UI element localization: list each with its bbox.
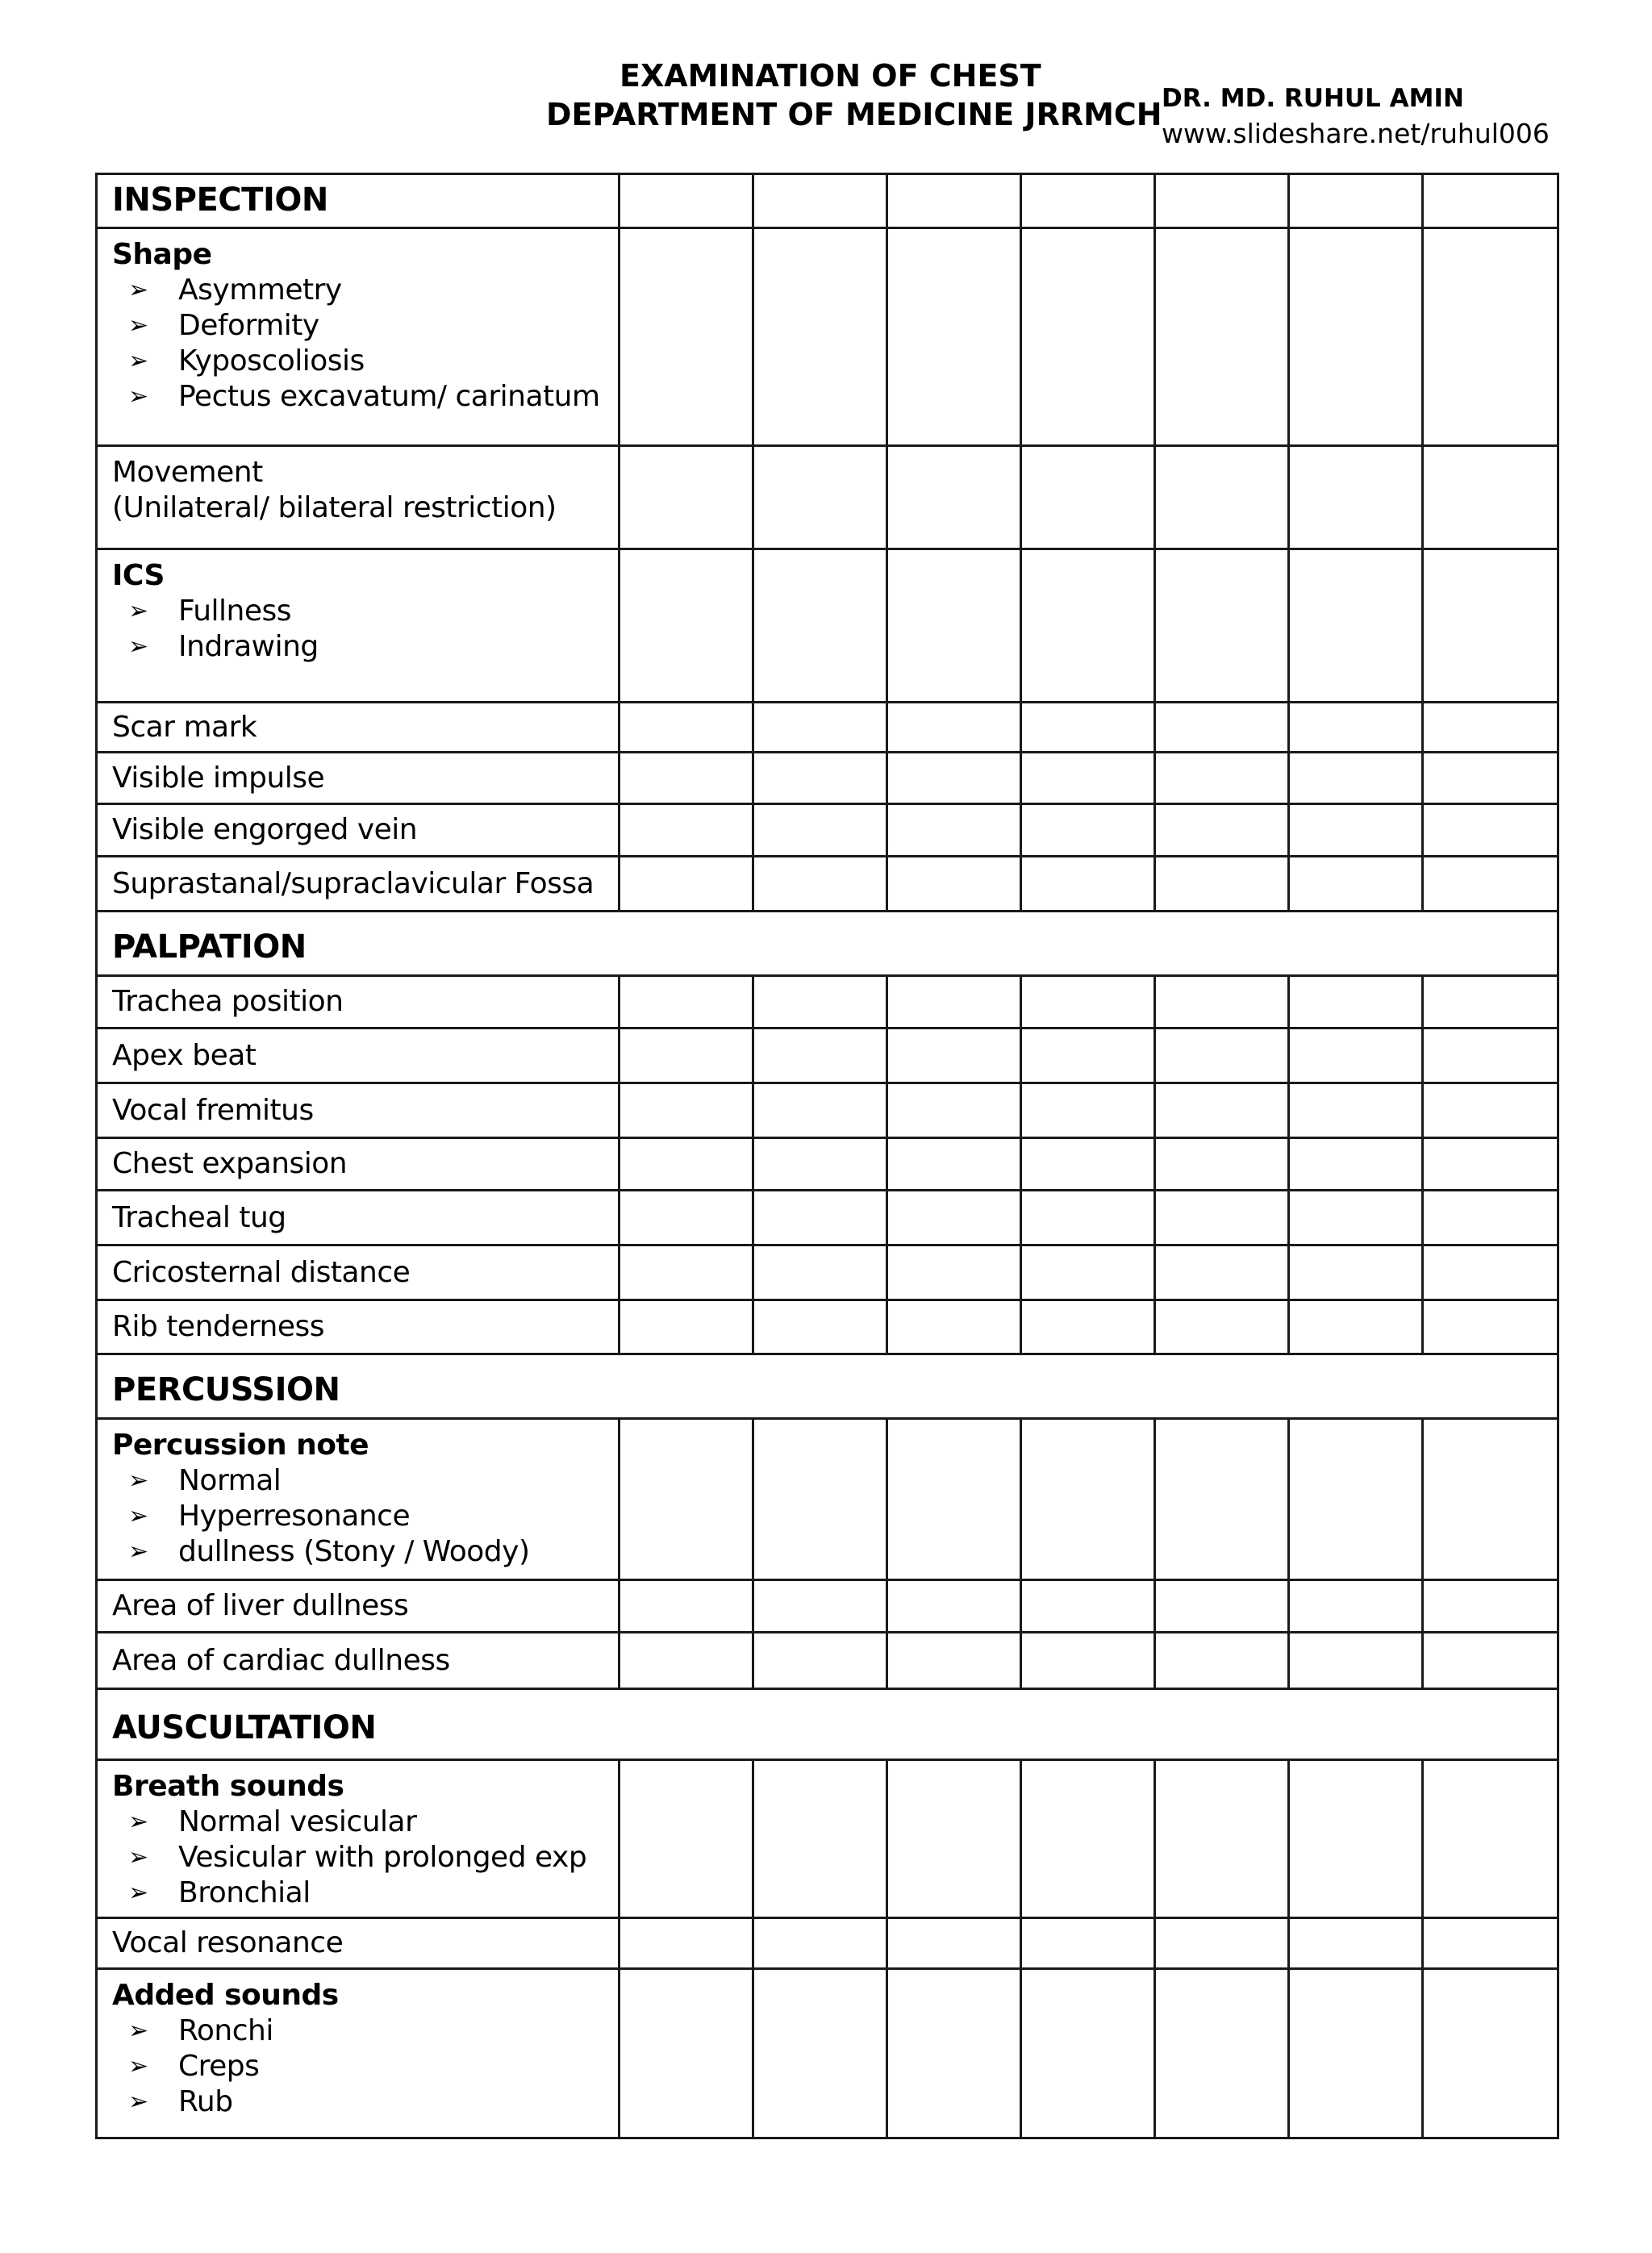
section-percussion [97, 1354, 1558, 1419]
entry-cell[interactable] [887, 228, 1021, 446]
section-auscultation [97, 1689, 1558, 1760]
entry-cell[interactable] [887, 1138, 1021, 1191]
bullet-list [112, 273, 618, 415]
arrow-bullet-icon: ➢ [128, 1843, 148, 1871]
row-label [97, 1300, 620, 1354]
entry-cell[interactable] [1021, 1138, 1155, 1191]
entry-cell[interactable] [1155, 703, 1289, 753]
entry-cell[interactable] [753, 549, 887, 703]
table-row-apex-beat [97, 1028, 1558, 1083]
entry-cell[interactable] [1155, 753, 1289, 804]
entry-cell[interactable] [1021, 446, 1155, 549]
title-line-1: EXAMINATION OF CHEST [620, 58, 1041, 94]
entry-cell[interactable] [1155, 1300, 1289, 1354]
row-label-text: Vocal fremitus [112, 1093, 314, 1127]
row-label-text: Cricosternal distance [112, 1255, 411, 1289]
entry-cell[interactable] [1423, 1138, 1558, 1191]
arrow-bullet-icon: ➢ [128, 1808, 148, 1836]
entry-cell[interactable] [1423, 1028, 1558, 1083]
entry-cell[interactable] [1021, 976, 1155, 1028]
entry-cell[interactable] [1289, 1083, 1423, 1138]
entry-cell[interactable] [1289, 1969, 1423, 2138]
entry-cell[interactable] [1289, 446, 1423, 549]
section-palpation [97, 912, 1558, 976]
bullet-item [128, 2049, 618, 2084]
entry-cell[interactable] [887, 1028, 1021, 1083]
arrow-bullet-icon: ➢ [128, 632, 148, 661]
entry-cell[interactable] [1423, 1969, 1558, 2138]
bullet-item [128, 1499, 618, 1534]
table-row-ics [97, 549, 1558, 703]
entry-cell[interactable] [1155, 1083, 1289, 1138]
arrow-bullet-icon: ➢ [128, 2052, 148, 2080]
entry-cell[interactable] [620, 174, 753, 228]
entry-cell[interactable] [1423, 703, 1558, 753]
entry-cell[interactable] [1021, 1419, 1155, 1580]
table-row-movement [97, 446, 1558, 549]
bullet-text: Ronchi [178, 2014, 273, 2047]
entry-cell[interactable] [1155, 446, 1289, 549]
entry-cell[interactable] [1289, 1580, 1423, 1633]
row-label [97, 446, 620, 549]
entry-cell[interactable] [753, 1760, 887, 1918]
entry-cell[interactable] [1289, 228, 1423, 446]
bullet-text: Normal [178, 1464, 282, 1497]
entry-cell[interactable] [620, 228, 753, 446]
entry-cell[interactable] [1155, 1245, 1289, 1300]
table-row-vocal-resonance [97, 1918, 1558, 1969]
table-row-chest-expansion [97, 1138, 1558, 1191]
entry-cell[interactable] [1021, 174, 1155, 228]
entry-cell[interactable] [753, 228, 887, 446]
row-label [97, 228, 620, 446]
entry-cell[interactable] [1423, 1580, 1558, 1633]
entry-cell[interactable] [1021, 1028, 1155, 1083]
entry-cell[interactable] [1021, 1580, 1155, 1633]
entry-cell[interactable] [1021, 804, 1155, 857]
entry-cell[interactable] [620, 703, 753, 753]
entry-cell[interactable] [1155, 1633, 1289, 1689]
entry-cell[interactable] [1155, 228, 1289, 446]
entry-cell[interactable] [753, 753, 887, 804]
table-row-auscultation [97, 1689, 1558, 1760]
entry-cell[interactable] [1021, 1191, 1155, 1245]
bullet-item [128, 1534, 618, 1570]
entry-cell[interactable] [1021, 1083, 1155, 1138]
row-label [97, 804, 620, 857]
entry-cell[interactable] [753, 1191, 887, 1245]
entry-cell[interactable] [1155, 549, 1289, 703]
entry-cell[interactable] [620, 1918, 753, 1969]
entry-cell[interactable] [887, 804, 1021, 857]
table-row-rib-tenderness [97, 1300, 1558, 1354]
entry-cell[interactable] [620, 1191, 753, 1245]
entry-cell[interactable] [620, 1969, 753, 2138]
entry-cell[interactable] [1289, 1633, 1423, 1689]
entry-cell[interactable] [620, 1633, 753, 1689]
row-label [97, 857, 620, 912]
row-label [97, 1028, 620, 1083]
entry-cell[interactable] [753, 1138, 887, 1191]
entry-cell[interactable] [620, 1300, 753, 1354]
entry-cell[interactable] [1155, 976, 1289, 1028]
entry-cell[interactable] [620, 446, 753, 549]
entry-cell[interactable] [753, 1419, 887, 1580]
row-label [97, 753, 620, 804]
entry-cell[interactable] [620, 976, 753, 1028]
table-row-liver-dullness [97, 1580, 1558, 1633]
entry-cell[interactable] [1289, 1300, 1423, 1354]
entry-cell[interactable] [887, 857, 1021, 912]
table-row-visible-vein [97, 804, 1558, 857]
row-label [97, 976, 620, 1028]
arrow-bullet-icon: ➢ [128, 382, 148, 411]
entry-cell[interactable] [1021, 1245, 1155, 1300]
entry-cell[interactable] [620, 1760, 753, 1918]
row-label-text: Suprastanal/supraclavicular Fossa [112, 866, 594, 900]
entry-cell[interactable] [887, 1300, 1021, 1354]
table-row-scar-mark [97, 703, 1558, 753]
entry-cell[interactable] [1155, 1969, 1289, 2138]
table-row-palpation [97, 912, 1558, 976]
row-subtitle: Percussion note [112, 1429, 369, 1462]
examination-table [95, 173, 1559, 2139]
entry-cell[interactable] [753, 1633, 887, 1689]
row-label-text: Apex beat [112, 1038, 257, 1072]
entry-cell[interactable] [887, 1419, 1021, 1580]
entry-cell[interactable] [887, 1245, 1021, 1300]
entry-cell[interactable] [1289, 1918, 1423, 1969]
entry-cell[interactable] [620, 753, 753, 804]
author-name: DR. MD. RUHUL AMIN [1162, 84, 1464, 113]
table-row-added-sounds [97, 1969, 1558, 2138]
row-label [97, 1245, 620, 1300]
row-label-text: Tracheal tug [112, 1200, 286, 1234]
entry-cell[interactable] [887, 703, 1021, 753]
bullet-item [128, 344, 618, 379]
row-label [97, 1969, 620, 2138]
title-line-2: DEPARTMENT OF MEDICINE JRRMCH [546, 97, 1162, 132]
entry-cell[interactable] [1155, 1580, 1289, 1633]
entry-cell[interactable] [753, 1580, 887, 1633]
entry-cell[interactable] [1289, 1245, 1423, 1300]
entry-cell[interactable] [620, 1138, 753, 1191]
entry-cell[interactable] [1289, 1191, 1423, 1245]
row-label [97, 1580, 620, 1633]
entry-cell[interactable] [753, 976, 887, 1028]
row-label-text: Chest expansion [112, 1147, 348, 1180]
entry-cell[interactable] [753, 804, 887, 857]
bullet-text: Pectus excavatum/ carinatum [178, 380, 600, 413]
bullet-list [112, 2013, 618, 2120]
row-label-text: Visible engorged vein [112, 813, 418, 846]
entry-cell[interactable] [1289, 753, 1423, 804]
entry-cell[interactable] [1423, 1918, 1558, 1969]
entry-cell[interactable] [1423, 804, 1558, 857]
row-subtitle: ICS [112, 559, 165, 592]
table-row-trachea-position [97, 976, 1558, 1028]
bullet-item [128, 308, 618, 344]
entry-cell[interactable] [1289, 174, 1423, 228]
row-label-text: Trachea position [112, 985, 344, 1018]
entry-cell[interactable] [1021, 1633, 1155, 1689]
row-subtitle: Added sounds [112, 1979, 339, 2012]
entry-cell[interactable] [887, 446, 1021, 549]
bullet-text: Fullness [178, 595, 292, 628]
entry-cell[interactable] [1155, 1760, 1289, 1918]
bullet-text: Asymmetry [178, 273, 342, 307]
bullet-list [112, 1804, 618, 1911]
entry-cell[interactable] [887, 174, 1021, 228]
arrow-bullet-icon: ➢ [128, 347, 148, 375]
arrow-bullet-icon: ➢ [128, 1502, 148, 1530]
entry-cell[interactable] [1289, 1760, 1423, 1918]
entry-cell[interactable] [1423, 446, 1558, 549]
entry-cell[interactable] [1289, 976, 1423, 1028]
entry-cell[interactable] [753, 174, 887, 228]
row-label-text: Vocal resonance [112, 1926, 344, 1959]
bullet-text: Indrawing [178, 630, 319, 663]
bullet-text: Hyperresonance [178, 1500, 411, 1533]
entry-cell[interactable] [1289, 857, 1423, 912]
row-label [97, 1138, 620, 1191]
author-block [1162, 81, 1550, 152]
entry-cell[interactable] [1155, 1028, 1289, 1083]
entry-cell[interactable] [1423, 1760, 1558, 1918]
entry-cell[interactable] [753, 1083, 887, 1138]
row-label-text: Area of liver dullness [112, 1589, 409, 1622]
row-label [97, 703, 620, 753]
arrow-bullet-icon: ➢ [128, 276, 148, 304]
bullet-item [128, 2013, 618, 2049]
entry-cell[interactable] [1423, 174, 1558, 228]
entry-cell[interactable] [1423, 753, 1558, 804]
row-label [97, 1191, 620, 1245]
row-label-text: Area of cardiac dullness [112, 1643, 450, 1677]
entry-cell[interactable] [1021, 228, 1155, 446]
author-url: www.slideshare.net/ruhul006 [1162, 118, 1550, 149]
arrow-bullet-icon: ➢ [128, 311, 148, 340]
entry-cell[interactable] [1021, 1969, 1155, 2138]
entry-cell[interactable] [620, 1419, 753, 1580]
table-row-shape [97, 228, 1558, 446]
entry-cell[interactable] [1021, 703, 1155, 753]
table-row-cricosternal [97, 1245, 1558, 1300]
bullet-item [128, 1804, 618, 1840]
entry-cell[interactable] [1021, 549, 1155, 703]
entry-cell[interactable] [753, 857, 887, 912]
row-label [97, 1633, 620, 1689]
entry-cell[interactable] [1423, 1245, 1558, 1300]
entry-cell[interactable] [1155, 1419, 1289, 1580]
entry-cell[interactable] [887, 1918, 1021, 1969]
row-label [97, 549, 620, 703]
row-label-text: Scar mark [112, 710, 257, 744]
entry-cell[interactable] [1423, 1300, 1558, 1354]
arrow-bullet-icon: ➢ [128, 597, 148, 625]
entry-cell[interactable] [1021, 857, 1155, 912]
section-title: AUSCULTATION [112, 1709, 377, 1746]
entry-cell[interactable] [753, 1969, 887, 2138]
bullet-item [128, 1463, 618, 1499]
row-label [97, 1918, 620, 1969]
entry-cell[interactable] [1423, 857, 1558, 912]
bullet-text: dullness (Stony / Woody) [178, 1535, 530, 1568]
table-row-cardiac-dullness [97, 1633, 1558, 1689]
entry-cell[interactable] [620, 549, 753, 703]
row-label-text: Visible impulse [112, 761, 325, 795]
entry-cell[interactable] [887, 976, 1021, 1028]
bullet-item [128, 273, 618, 308]
entry-cell[interactable] [753, 446, 887, 549]
section-title: PALPATION [112, 928, 307, 966]
entry-cell[interactable] [1289, 1138, 1423, 1191]
entry-cell[interactable] [1021, 1918, 1155, 1969]
bullet-list [112, 594, 618, 665]
entry-cell[interactable] [887, 1969, 1021, 2138]
table-row-visible-impulse [97, 753, 1558, 804]
entry-cell[interactable] [887, 1083, 1021, 1138]
bullet-text: Bronchial [178, 1876, 311, 1909]
bullet-item [128, 379, 618, 415]
entry-cell[interactable] [753, 1028, 887, 1083]
entry-cell[interactable] [1289, 703, 1423, 753]
row-label [97, 1419, 620, 1580]
entry-cell[interactable] [1021, 753, 1155, 804]
entry-cell[interactable] [1423, 1083, 1558, 1138]
bullet-text: Rub [178, 2085, 233, 2118]
table-row-inspection [97, 174, 1558, 228]
entry-cell[interactable] [1155, 174, 1289, 228]
entry-cell[interactable] [620, 1245, 753, 1300]
entry-cell[interactable] [620, 857, 753, 912]
entry-cell[interactable] [887, 1633, 1021, 1689]
section-title: INSPECTION [112, 181, 328, 219]
entry-cell[interactable] [1155, 1191, 1289, 1245]
entry-cell[interactable] [1423, 1633, 1558, 1689]
entry-cell[interactable] [1423, 1191, 1558, 1245]
row-label-line: (Unilateral/ bilateral restriction) [112, 491, 557, 524]
entry-cell[interactable] [1289, 1028, 1423, 1083]
arrow-bullet-icon: ➢ [128, 1467, 148, 1495]
entry-cell[interactable] [1155, 1138, 1289, 1191]
bullet-item [128, 1840, 618, 1875]
arrow-bullet-icon: ➢ [128, 2017, 148, 2045]
entry-cell[interactable] [1021, 1300, 1155, 1354]
entry-cell[interactable] [887, 753, 1021, 804]
arrow-bullet-icon: ➢ [128, 2088, 148, 2116]
entry-cell[interactable] [887, 549, 1021, 703]
entry-cell[interactable] [1423, 976, 1558, 1028]
row-label [97, 174, 620, 228]
entry-cell[interactable] [1289, 549, 1423, 703]
table-row-tracheal-tug [97, 1191, 1558, 1245]
entry-cell[interactable] [620, 1028, 753, 1083]
entry-cell[interactable] [620, 1580, 753, 1633]
entry-cell[interactable] [887, 1760, 1021, 1918]
entry-cell[interactable] [1155, 857, 1289, 912]
entry-cell[interactable] [620, 1083, 753, 1138]
section-title: PERCUSSION [112, 1371, 340, 1408]
row-label [97, 1760, 620, 1918]
table-row-breath-sounds [97, 1760, 1558, 1918]
entry-cell[interactable] [1423, 549, 1558, 703]
bullet-item [128, 594, 618, 629]
entry-cell[interactable] [620, 804, 753, 857]
arrow-bullet-icon: ➢ [128, 1537, 148, 1566]
bullet-text: Normal vesicular [178, 1805, 417, 1838]
entry-cell[interactable] [1289, 804, 1423, 857]
entry-cell[interactable] [1155, 1918, 1289, 1969]
entry-cell[interactable] [1021, 1760, 1155, 1918]
arrow-bullet-icon: ➢ [128, 1879, 148, 1907]
row-label [97, 1083, 620, 1138]
entry-cell[interactable] [887, 1580, 1021, 1633]
table-row-percussion [97, 1354, 1558, 1419]
table-row-fossa [97, 857, 1558, 912]
entry-cell[interactable] [1423, 1419, 1558, 1580]
bullet-item [128, 2084, 618, 2120]
entry-cell[interactable] [753, 1300, 887, 1354]
entry-cell[interactable] [1423, 228, 1558, 446]
bullet-text: Creps [178, 2050, 260, 2083]
bullet-item [128, 629, 618, 665]
table-row-percussion-note [97, 1419, 1558, 1580]
row-label-line: Movement [112, 456, 263, 489]
entry-cell[interactable] [753, 703, 887, 753]
entry-cell[interactable] [1289, 1419, 1423, 1580]
bullet-text: Vesicular with prolonged exp [178, 1841, 587, 1874]
entry-cell[interactable] [753, 1245, 887, 1300]
bullet-list [112, 1463, 618, 1570]
table-row-vocal-fremitus [97, 1083, 1558, 1138]
bullet-item [128, 1875, 618, 1911]
row-subtitle: Shape [112, 238, 212, 271]
entry-cell[interactable] [753, 1918, 887, 1969]
entry-cell[interactable] [1155, 804, 1289, 857]
bullet-text: Deformity [178, 309, 319, 342]
row-label-text: Rib tenderness [112, 1310, 325, 1343]
row-subtitle: Breath sounds [112, 1770, 344, 1803]
entry-cell[interactable] [887, 1191, 1021, 1245]
bullet-text: Kyposcoliosis [178, 344, 365, 378]
